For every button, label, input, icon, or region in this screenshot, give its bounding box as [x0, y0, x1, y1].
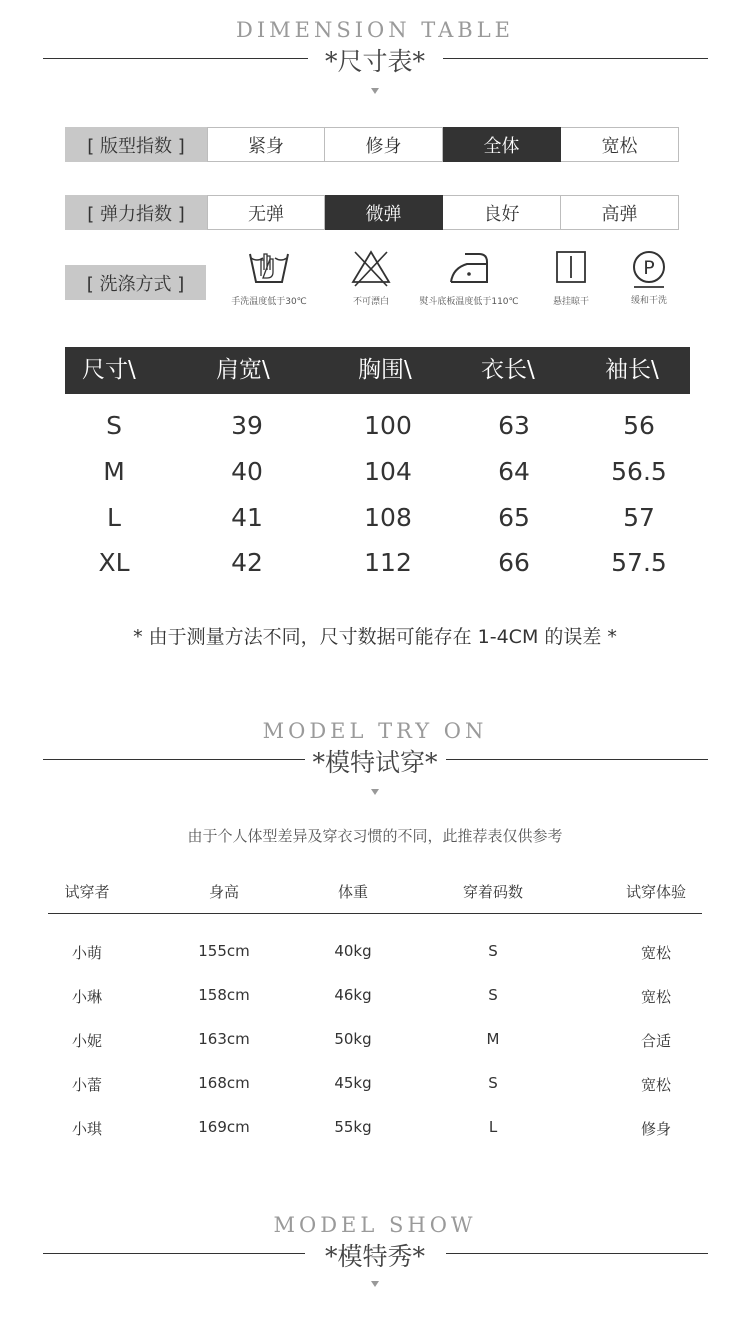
no-bleach-icon [349, 248, 393, 288]
fit-option-loose: 宽松 [561, 127, 679, 162]
shoulder-cell: 41 [231, 503, 263, 532]
chest-cell: 100 [364, 411, 412, 440]
try-on-subtitle: 由于个人体型差异及穿衣习惯的不同，此推荐表仅供参考 [187, 827, 563, 845]
wash-caption: 手洗温度低于30℃ [231, 297, 307, 307]
wear-size-cell: L [488, 1118, 498, 1136]
experience-cell: 合适 [640, 1032, 671, 1050]
tester-cell: 小琪 [71, 1120, 102, 1138]
wear-size-cell: S [488, 1074, 498, 1092]
height-cell: 169cm [198, 1118, 250, 1136]
chest-cell: 104 [364, 457, 412, 486]
elastic-index-row [65, 195, 679, 230]
length-cell: 66 [498, 548, 530, 577]
elastic-option-high: 高弹 [561, 195, 679, 230]
table-divider [48, 913, 702, 914]
try-on-en-title: MODEL TRY ON [262, 719, 488, 743]
table-row [65, 503, 690, 543]
shoulder-cell: 40 [231, 457, 263, 486]
experience-cell: 宽松 [640, 944, 671, 962]
fit-option-tight: 紧身 [207, 127, 325, 162]
weight-cell: 55kg [334, 1118, 372, 1136]
dimension-cn-title: *尺寸表* [324, 47, 425, 76]
size-cell: S [106, 411, 122, 440]
tester-cell: 小蕾 [71, 1076, 102, 1094]
wash-caption: 熨斗底板温度低于110℃ [419, 297, 519, 307]
wash-caption: 悬挂晾干 [552, 297, 589, 307]
shoulder-cell: 42 [231, 548, 263, 577]
experience-cell: 宽松 [640, 1076, 671, 1094]
sleeve-cell: 57 [623, 503, 655, 532]
fit-index-row [65, 127, 679, 162]
length-cell: 64 [498, 457, 530, 486]
sleeve-cell: 56 [623, 411, 655, 440]
sleeve-cell: 56.5 [611, 457, 667, 486]
hang-dry-icon [549, 248, 593, 288]
size-cell: L [107, 503, 121, 532]
fit-index-label: [ 版型指数 ] [65, 127, 207, 162]
weight-cell: 45kg [334, 1074, 372, 1092]
svg-text:P: P [643, 257, 655, 279]
shoulder-cell: 39 [231, 411, 263, 440]
length-cell: 63 [498, 411, 530, 440]
table-row [65, 411, 690, 451]
try-on-section-header [0, 719, 750, 809]
weight-cell: 40kg [334, 942, 372, 960]
header-sleeve: 袖长\ [605, 357, 659, 383]
weight-cell: 46kg [334, 986, 372, 1004]
height-cell: 155cm [198, 942, 250, 960]
iron-icon [447, 248, 491, 288]
size-table-header [65, 347, 690, 394]
elastic-index-label: [ 弹力指数 ] [65, 195, 207, 230]
height-cell: 168cm [198, 1074, 250, 1092]
elastic-option-good: 良好 [443, 195, 561, 230]
washing-label: [ 洗涤方式 ] [65, 265, 206, 300]
length-cell: 65 [498, 503, 530, 532]
model-show-cn-title: *模特秀* [324, 1242, 425, 1271]
wear-size-cell: M [486, 1030, 500, 1048]
height-cell: 163cm [198, 1030, 250, 1048]
measurement-note: * 由于测量方法不同，尺寸数据可能存在 1-4CM 的误差 * [133, 626, 617, 648]
header-shoulder: 肩宽\ [216, 357, 270, 383]
wear-size-cell: S [488, 942, 498, 960]
hand-wash-icon [247, 248, 291, 288]
table-row [65, 548, 690, 588]
header-height: 身高 [208, 883, 239, 901]
dimension-section-header [0, 18, 750, 108]
chest-cell: 108 [364, 503, 412, 532]
dimension-en-title: DIMENSION TABLE [235, 18, 515, 42]
experience-cell: 修身 [640, 1120, 671, 1138]
dry-clean-icon [627, 248, 671, 292]
chest-cell: 112 [364, 548, 412, 577]
size-cell: XL [98, 548, 130, 577]
wash-caption: 缓和干洗 [630, 296, 667, 306]
model-show-en-title: MODEL SHOW [273, 1213, 477, 1237]
weight-cell: 50kg [334, 1030, 372, 1048]
tester-cell: 小萌 [71, 944, 102, 962]
wash-item-dry-clean [589, 248, 709, 306]
fit-option-slim: 修身 [325, 127, 443, 162]
table-row [65, 457, 690, 497]
size-cell: M [103, 457, 125, 486]
experience-cell: 宽松 [640, 988, 671, 1006]
header-experience: 试穿体验 [625, 883, 686, 901]
header-tester: 试穿者 [64, 883, 110, 901]
header-wear-size: 穿着码数 [462, 883, 523, 901]
caret-down-icon [371, 1281, 379, 1287]
header-length: 衣长\ [481, 357, 535, 383]
tester-cell: 小妮 [71, 1032, 102, 1050]
header-weight: 体重 [337, 883, 368, 901]
wash-caption: 不可漂白 [352, 297, 389, 307]
header-chest: 胸围\ [358, 357, 412, 383]
elastic-option-none: 无弹 [207, 195, 325, 230]
elastic-option-slight-selected: 微弹 [325, 195, 443, 230]
caret-down-icon [371, 88, 379, 94]
height-cell: 158cm [198, 986, 250, 1004]
model-show-section-header [0, 1213, 750, 1303]
caret-down-icon [371, 789, 379, 795]
header-size: 尺寸\ [82, 357, 136, 383]
tester-cell: 小琳 [71, 988, 102, 1006]
fit-option-regular-selected: 全体 [443, 127, 561, 162]
sleeve-cell: 57.5 [611, 548, 667, 577]
wear-size-cell: S [488, 986, 498, 1004]
try-on-cn-title: *模特试穿* [312, 748, 438, 777]
